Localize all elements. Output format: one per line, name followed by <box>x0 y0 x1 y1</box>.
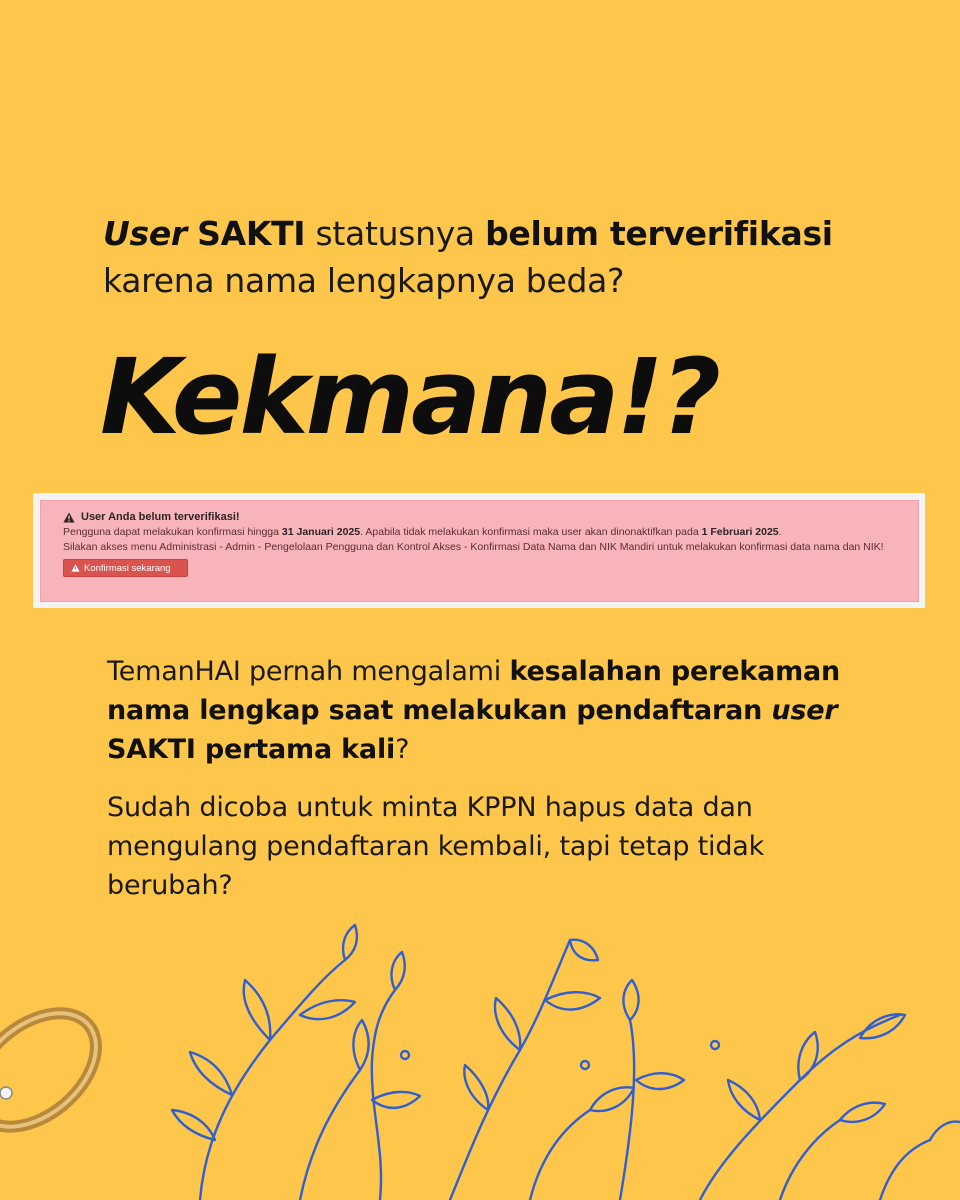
alert-line-2: Silakan akses menu Administrasi - Admin - Pengelolaan Pengguna dan Kontrol Akses - Konfirmasi Data Nama dan NIK Mandiri untuk melakukan konfirmasi data nama dan NIK! <box>63 541 884 553</box>
alert-line1-mid: . Apabila tidak melakukan konfirmasi maka user akan dinonaktifkan pada <box>360 526 699 538</box>
alert-title-row <box>63 510 902 525</box>
paragraph-1 <box>107 652 897 769</box>
alert-screenshot <box>33 493 925 608</box>
p1-end: ? <box>395 734 410 765</box>
headline-belum-text: belum terverifikasi <box>485 214 833 253</box>
headline-sakti-word: SAKTI <box>197 214 306 253</box>
alert-line-1 <box>63 525 902 540</box>
p1-italic-user: user <box>771 695 838 726</box>
alert-title: User Anda belum terverifikasi! <box>81 511 240 523</box>
p1-bold2: SAKTI pertama kali <box>107 734 396 765</box>
headline-user-word: User <box>103 214 187 253</box>
alert-line1-end: . <box>778 526 782 538</box>
p1-pre: TemanHAI pernah mengalami <box>107 656 502 687</box>
headline-line2: karena nama lengkapnya beda? <box>103 261 625 300</box>
warning-triangle-icon <box>63 512 75 523</box>
confirm-now-button[interactable] <box>63 559 188 577</box>
alert-line1-pre: Pengguna dapat melakukan konfirmasi hingga <box>63 526 279 538</box>
p1-bold1: kesalahan perekaman nama lengkap saat melakukan pendaftaran <box>107 656 841 726</box>
headline <box>103 210 903 304</box>
alert-date2: 1 Februari 2025 <box>701 526 779 538</box>
blue-plants-illustration <box>0 920 960 1200</box>
verification-alert <box>40 500 919 602</box>
alert-date1: 31 Januari 2025 <box>281 526 361 538</box>
warning-triangle-icon <box>71 564 80 572</box>
confirm-now-label: Konfirmasi sekarang <box>84 562 171 574</box>
paragraph-2: Sudah dicoba untuk minta KPPN hapus data dan mengulang pendaftaran kembali, tapi tetap tidak berubah? <box>107 792 765 901</box>
big-title: Kekmana!? <box>100 336 719 458</box>
headline-status-text: statusnya <box>315 214 475 253</box>
